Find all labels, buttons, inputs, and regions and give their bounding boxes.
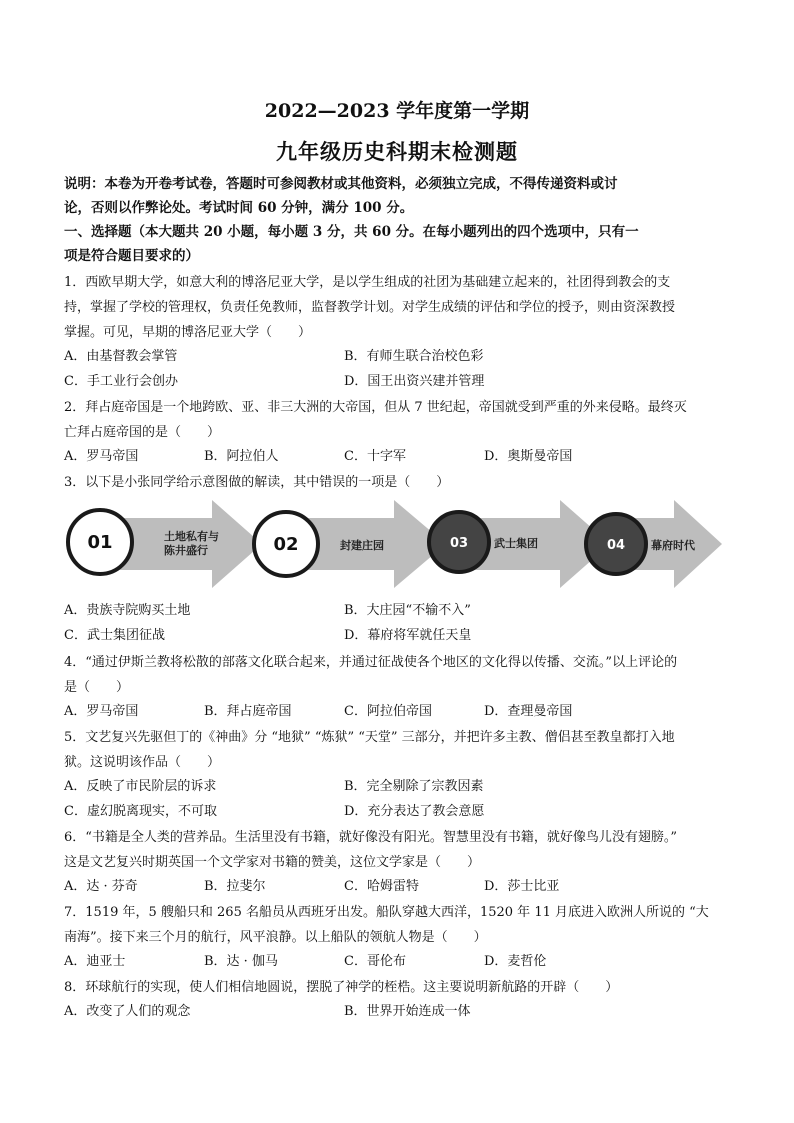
q6-stem-line-1: 6．“书籍是全人类的营养品。生活里没有书籍，就好像没有阳光。智慧里没有书籍，就好像鸟儿没有翅膀。” [64,830,678,845]
q6-option-c: C．哈姆雷特 [344,879,419,894]
q3-option-b: B．大庄园“不输不入” [344,603,471,618]
q1-option-d: D．国王出资兴建并管理 [344,374,485,389]
q3-option-a: A．贵族寺院购买土地 [64,603,191,618]
diagram-step-number-01: 01 [87,532,113,553]
q7-option-b: B．达 · 伽马 [204,954,278,969]
q5-option-a: A．反映了市民阶层的诉求 [64,779,217,794]
diagram-step-number-04: 04 [606,538,626,553]
q4-option-c: C．阿拉伯帝国 [344,704,432,719]
q2-option-d: D．奥斯曼帝国 [484,449,573,464]
q4-option-a: A．罗马帝国 [64,704,139,719]
q6-stem-line-2: 这是文艺复兴时期英国一个文学家对书籍的赞美，这位文学家是（ ） [64,855,481,870]
diagram-step-number-02: 02 [273,534,299,555]
q1-stem-line-2: 持，掌握了学校的管理权，负责任免教师，监督教学计划。对学生成绩的评估和学位的授予，则由资深教授 [64,300,676,315]
diagram-step-label-01b: 陈井盛行 [164,544,208,557]
q7-option-c: C．哥伦布 [344,954,406,969]
section-heading-line-2: 项是符合题目要求的） [64,248,199,264]
q1-stem-line-1: 1．西欧早期大学，如意大利的博洛尼亚大学，是以学生组成的社团为基础建立起来的，社团得到教会的支 [64,275,671,290]
q1-option-b: B．有师生联合治校色彩 [344,349,484,364]
q7-option-d: D．麦哲伦 [484,954,547,969]
diagram-step-number-03: 03 [449,536,469,551]
q3-option-c: C．武士集团征战 [64,628,165,643]
q5-option-b: B．完全剔除了宗教因素 [344,779,484,794]
q6-option-b: B．拉斐尔 [204,879,266,894]
q4-option-d: D．查理曼帝国 [484,704,573,719]
diagram-step-label-04: 幕府时代 [651,539,695,552]
q2-stem-line-2: 亡拜占庭帝国的是（ ） [64,425,221,440]
q2-option-a: A．罗马帝国 [64,449,139,464]
q7-stem-line-2: 南海”。接下来三个月的航行，风平浪静。以上船队的领航人物是（ ） [64,930,487,945]
q2-option-c: C．十字军 [344,449,406,464]
q1-stem-line-3: 掌握。可见，早期的博洛尼亚大学（ ） [64,325,312,340]
notice-line-2: 论，否则以作弊论处。考试时间 60 分钟，满分 100 分。 [64,200,414,216]
q6-option-a: A．达 · 芬奇 [64,879,138,894]
exam-title: 九年级历史科期末检测题 [276,139,518,164]
q5-option-c: C．虚幻脱离现实，不可取 [64,804,217,819]
q1-option-a: A．由基督教会掌管 [64,349,178,364]
q2-option-b: B．阿拉伯人 [204,449,279,464]
q3-flow-diagram [64,496,724,592]
q3-stem-line-1: 3．以下是小张同学给示意图做的解读，其中错误的一项是（ ） [64,475,450,490]
q8-stem-line-1: 8．环球航行的实现，使人们相信地圆说，摆脱了神学的桎梏。这主要说明新航路的开辟（ ） [64,980,619,995]
q7-option-a: A．迪亚士 [64,954,126,969]
diagram-step-label-03: 武士集团 [494,537,538,550]
diagram-step-label-01a: 土地私有与 [164,530,219,543]
q8-option-b: B．世界开始连成一体 [344,1004,471,1019]
notice-line-1: 说明：本卷为开卷考试卷，答题时可参阅教材或其他资料，必须独立完成，不得传递资料或讨 [64,176,618,192]
q8-option-a: A．改变了人们的观念 [64,1004,191,1019]
q5-stem-line-1: 5．文艺复兴先驱但丁的《神曲》分 “地狱” “炼狱” “天堂” 三部分，并把许多主教、僧侣甚至教皇都打入地 [64,730,675,745]
q1-option-c: C．手工业行会创办 [64,374,178,389]
q5-stem-line-2: 狱。这说明该作品（ ） [64,755,221,770]
q4-stem-line-2: 是（ ） [64,680,130,695]
q2-stem-line-1: 2．拜占庭帝国是一个地跨欧、亚、非三大洲的大帝国，但从 7 世纪起，帝国就受到严重的外来侵略。最终灭 [64,400,687,415]
q3-option-d: D．幕府将军就任天皇 [344,628,472,643]
q4-option-b: B．拜占庭帝国 [204,704,292,719]
diagram-step-label-02: 封建庄园 [340,539,384,552]
q5-option-d: D．充分表达了教会意愿 [344,804,485,819]
exam-year-title: 2022—2023 学年度第一学期 [264,100,530,122]
q6-option-d: D．莎士比亚 [484,879,560,894]
section-heading-line-1: 一、选择题（本大题共 20 小题，每小题 3 分，共 60 分。在每小题列出的四个选项中，只有一 [64,224,639,240]
q4-stem-line-1: 4．“通过伊斯兰教将松散的部落文化联合起来，并通过征战使各个地区的文化得以传播、交流。”以上评论的 [64,655,678,670]
q7-stem-line-1: 7．1519 年，5 艘船只和 265 名船员从西班牙出发。船队穿越大西洋，1520 年 11 月底进入欧洲人所说的 “大 [64,905,709,920]
